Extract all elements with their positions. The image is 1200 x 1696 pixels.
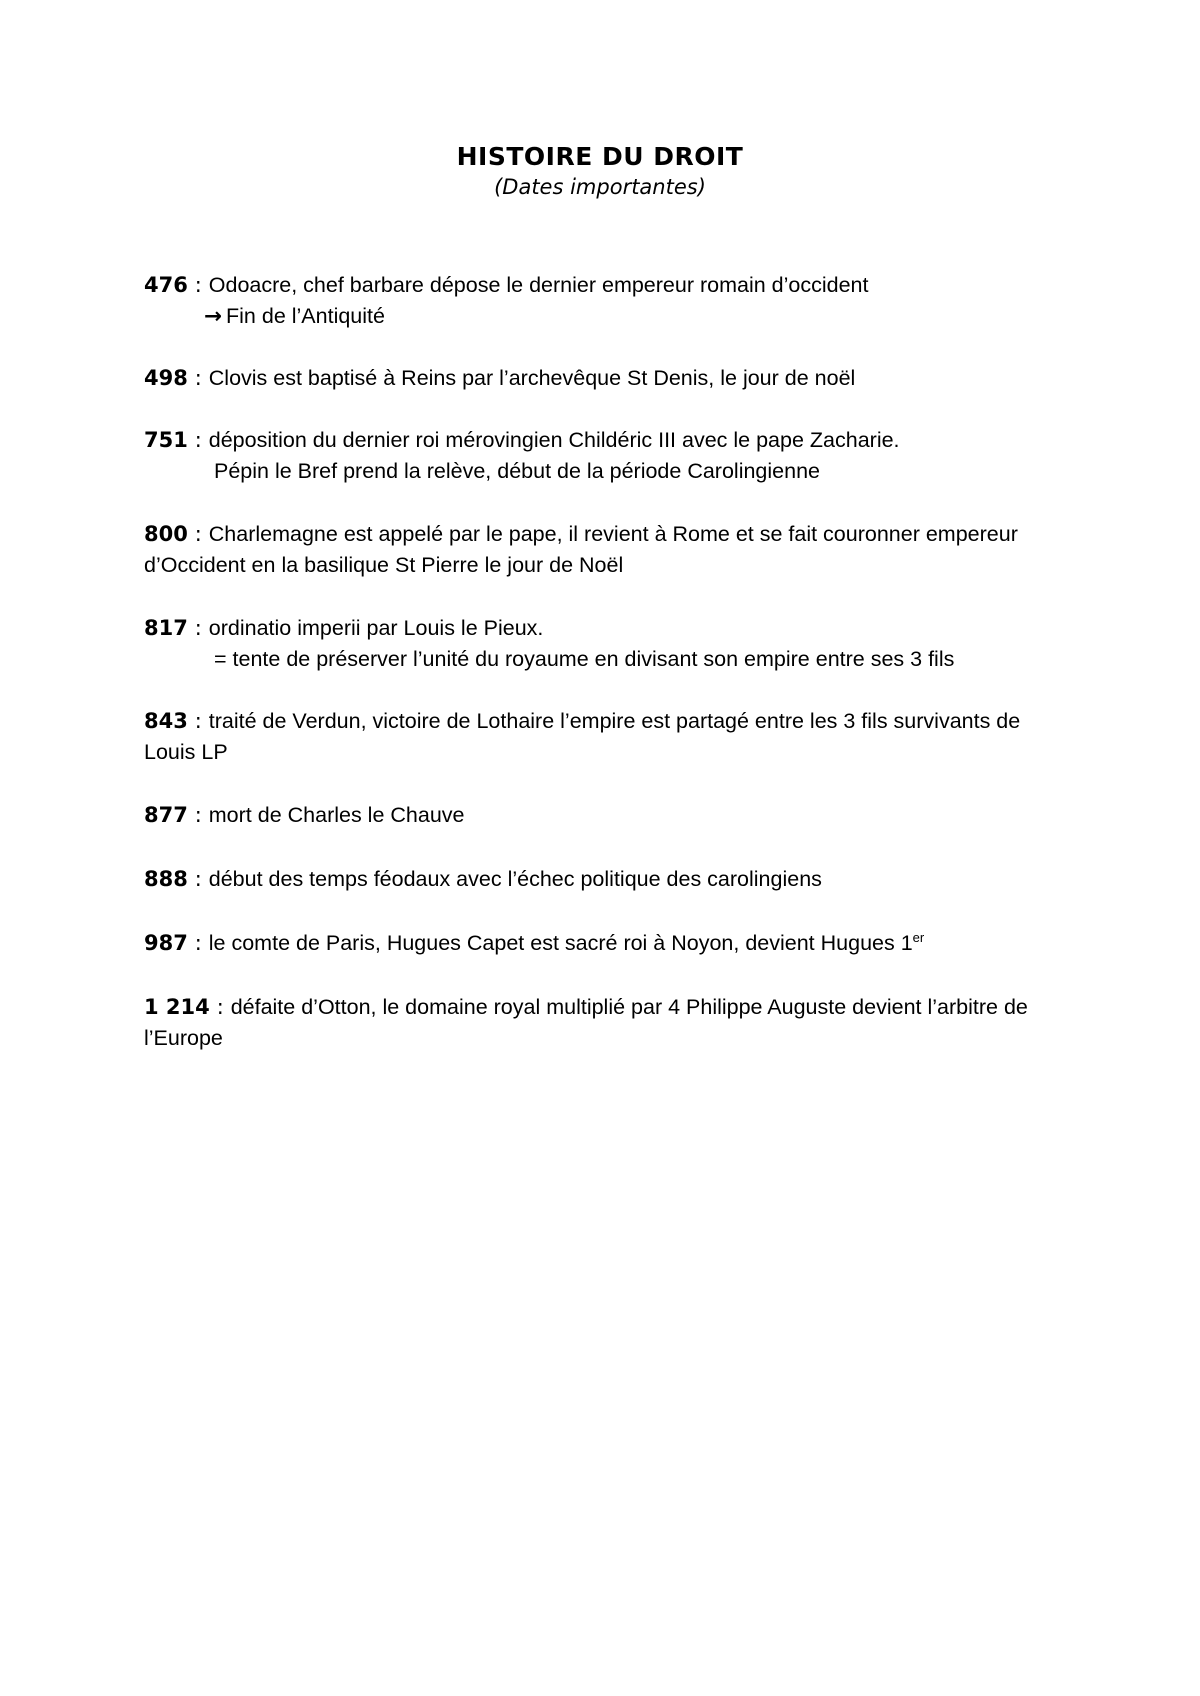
timeline-entry-843 bbox=[144, 706, 1074, 768]
timeline-entry-888 bbox=[144, 864, 1074, 895]
page-title: HISTOIRE DU DROIT bbox=[456, 142, 744, 171]
entry-text: Clovis est baptisé à Reins par l’archevêque St Denis, le jour de noël bbox=[208, 366, 856, 390]
entry-year: 987 bbox=[144, 931, 188, 955]
entry-year: 843 bbox=[144, 709, 188, 733]
entry-separator: : bbox=[187, 803, 209, 828]
entry-year: 800 bbox=[144, 522, 188, 546]
entry-year: 888 bbox=[144, 867, 188, 891]
entry-line bbox=[144, 270, 1074, 301]
entry-line bbox=[144, 992, 1074, 1054]
timeline-entry-800 bbox=[144, 519, 1074, 581]
entry-separator: : bbox=[187, 616, 209, 641]
entry-separator: : bbox=[187, 428, 209, 453]
entry-line bbox=[144, 864, 1074, 895]
entry-year: 1 214 bbox=[144, 995, 210, 1019]
timeline-entry-498 bbox=[144, 363, 1074, 394]
arrow-right-icon: → bbox=[204, 304, 223, 329]
entry-text: mort de Charles le Chauve bbox=[208, 803, 465, 827]
entry-line bbox=[144, 706, 1074, 768]
entry-line bbox=[144, 613, 1074, 644]
timeline-entry-817 bbox=[144, 613, 1074, 675]
entry-note bbox=[144, 301, 1074, 332]
entry-text: Charlemagne est appelé par le pape, il revient à Rome et se fait couronner empereur d’Occident en la basilique St Pierre le jour de Noël bbox=[144, 522, 1018, 577]
entry-year: 817 bbox=[144, 616, 188, 640]
entry-text: Odoacre, chef barbare dépose le dernier empereur romain d’occident bbox=[208, 273, 869, 297]
timeline-entry-877 bbox=[144, 800, 1074, 831]
entry-year: 877 bbox=[144, 803, 188, 827]
entry-separator: : bbox=[187, 709, 209, 734]
entry-separator: : bbox=[187, 366, 209, 391]
entry-separator: : bbox=[187, 867, 209, 892]
timeline-entry-751 bbox=[144, 425, 1074, 487]
entry-separator: : bbox=[187, 273, 209, 298]
entry-note: = tente de préserver l’unité du royaume en divisant son empire entre ses 3 fils bbox=[214, 647, 955, 671]
entry-text: traité de Verdun, victoire de Lothaire l’empire est partagé entre les 3 fils survivants de Louis LP bbox=[144, 709, 1021, 764]
entry-year: 476 bbox=[144, 273, 188, 297]
timeline-entry-476 bbox=[144, 270, 1074, 332]
entry-year: 751 bbox=[144, 428, 188, 452]
entry-separator: : bbox=[187, 931, 209, 956]
entry-text: le comte de Paris, Hugues Capet est sacré roi à Noyon, devient Hugues 1 bbox=[208, 931, 913, 955]
entry-separator: : bbox=[209, 995, 231, 1020]
entry-note: Pépin le Bref prend la relève, début de la période Carolingienne bbox=[214, 459, 820, 483]
timeline-entry-987 bbox=[144, 928, 1074, 959]
entry-text: ordinatio imperii par Louis le Pieux. bbox=[208, 616, 544, 640]
entry-line bbox=[144, 425, 1074, 456]
entry-text: déposition du dernier roi mérovingien Childéric III avec le pape Zacharie. bbox=[208, 428, 900, 452]
entry-text: défaite d’Otton, le domaine royal multiplié par 4 Philippe Auguste devient l’arbitre de l’Europe bbox=[144, 995, 1028, 1050]
entry-superscript: er bbox=[912, 929, 925, 945]
entry-separator: : bbox=[187, 522, 209, 547]
entry-text: début des temps féodaux avec l’échec politique des carolingiens bbox=[208, 867, 822, 891]
entry-note-text: Fin de l’Antiquité bbox=[226, 304, 385, 328]
entry-year: 498 bbox=[144, 366, 188, 390]
entry-line bbox=[144, 800, 1074, 831]
timeline-entry-1214 bbox=[144, 992, 1074, 1054]
entry-line bbox=[144, 363, 1074, 394]
entry-line bbox=[144, 928, 1074, 959]
entry-line bbox=[144, 519, 1074, 581]
page-subtitle: (Dates importantes) bbox=[494, 175, 706, 199]
